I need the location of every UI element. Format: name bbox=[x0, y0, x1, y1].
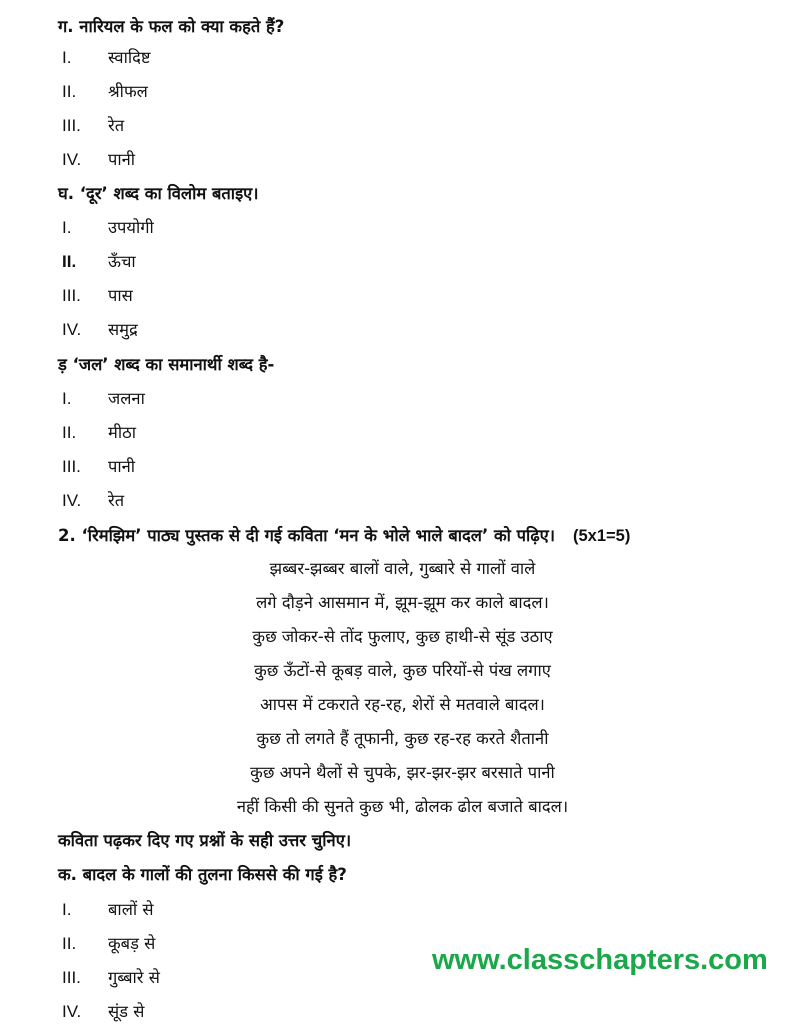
option-text: मीठा bbox=[108, 423, 137, 442]
option-text: उपयोगी bbox=[108, 218, 154, 237]
poem-line: कुछ तो लगते हैं तूफानी, कुछ रह-रह करते शैतानी bbox=[256, 729, 549, 748]
option-text: सूंड से bbox=[108, 1002, 145, 1021]
option-number: I. bbox=[62, 900, 72, 919]
option-text: रेत bbox=[108, 491, 125, 510]
option-number: I. bbox=[62, 48, 72, 67]
option-text: बालों से bbox=[108, 900, 154, 919]
option-item bbox=[62, 79, 148, 103]
option-item bbox=[62, 999, 144, 1023]
option-number: III. bbox=[62, 968, 81, 987]
option-text: गुब्बारे से bbox=[108, 968, 160, 987]
poem-line: कुछ जोकर-से तोंद फुलाए, कुछ हाथी-से सूंड उठाए bbox=[252, 627, 553, 646]
option-item bbox=[62, 386, 145, 410]
instruction-text: कविता पढ़कर दिए गए प्रश्नों के सही उत्तर चुनिए। bbox=[58, 831, 352, 850]
poem-line: नहीं किसी की सुनते कुछ भी, ढोलक ढोल बजाते बादल। bbox=[236, 797, 569, 816]
option-text: पानी bbox=[108, 457, 136, 476]
question-ga: ग. नारियल के फल को क्या कहते हैं? bbox=[58, 17, 285, 36]
option-item bbox=[62, 420, 136, 444]
poem-line: झब्बर-झब्बर बालों वाले, गुब्बारे से गालों वाले bbox=[269, 559, 536, 578]
option-number: II. bbox=[62, 423, 77, 442]
poem-line: कुछ ऊँटों-से कूबड़ वाले, कुछ परियों-से पंख लगाए bbox=[254, 661, 551, 680]
marks-label: (5x1=5) bbox=[572, 527, 631, 545]
option-number: II. bbox=[62, 934, 77, 953]
option-text: पानी bbox=[108, 150, 136, 169]
option-item bbox=[62, 965, 160, 989]
question-gha: घ. ‘दूर’ शब्द का विलोम बताइए। bbox=[58, 184, 259, 203]
option-item bbox=[62, 249, 136, 273]
option-item bbox=[62, 488, 124, 512]
option-text: ऊँचा bbox=[108, 252, 136, 271]
poem-line: कुछ अपने थैलों से चुपके, झर-झर-झर बरसाते पानी bbox=[250, 763, 555, 782]
option-number: II. bbox=[62, 252, 77, 271]
poem-line: आपस में टकराते रह-रह, शेरों से मतवाले बादल। bbox=[260, 695, 545, 714]
option-text: कूबड़ से bbox=[108, 934, 156, 953]
question-da: ड़ ‘जल’ शब्द का समानार्थी शब्द है- bbox=[58, 355, 275, 374]
poem-line: लगे दौड़ने आसमान में, झूम-झूम कर काले बादल। bbox=[256, 593, 549, 612]
option-item bbox=[62, 454, 135, 478]
option-item bbox=[62, 897, 154, 921]
option-item bbox=[62, 931, 155, 955]
watermark-url: www.classchapters.com bbox=[432, 944, 768, 976]
option-item bbox=[62, 147, 135, 171]
option-item bbox=[62, 317, 138, 341]
question-2-text: 2. ‘रिमझिम’ पाठ्य पुस्तक से दी गई कविता ‘मन के भोले भाले बादल’ को पढ़िए। bbox=[58, 526, 555, 545]
option-text: जलना bbox=[108, 389, 145, 408]
option-text: समुद्र bbox=[108, 320, 138, 339]
question-2-heading bbox=[58, 523, 630, 546]
option-number: IV. bbox=[62, 491, 82, 510]
option-text: स्वादिष्ट bbox=[108, 48, 151, 67]
option-number: III. bbox=[62, 457, 81, 476]
option-text: श्रीफल bbox=[108, 82, 148, 101]
option-text: रेत bbox=[108, 116, 125, 135]
option-number: III. bbox=[62, 286, 81, 305]
option-number: IV. bbox=[62, 150, 82, 169]
option-item bbox=[62, 215, 154, 239]
option-number: II. bbox=[62, 82, 77, 101]
option-number: I. bbox=[62, 389, 72, 408]
option-number: I. bbox=[62, 218, 72, 237]
option-item bbox=[62, 113, 124, 137]
option-item bbox=[62, 283, 133, 307]
option-item bbox=[62, 45, 151, 69]
option-number: IV. bbox=[62, 320, 82, 339]
question-ka: क. बादल के गालों की तुलना किससे की गई है? bbox=[58, 865, 347, 884]
option-text: पास bbox=[108, 286, 133, 305]
option-number: IV. bbox=[62, 1002, 82, 1021]
option-number: III. bbox=[62, 116, 81, 135]
